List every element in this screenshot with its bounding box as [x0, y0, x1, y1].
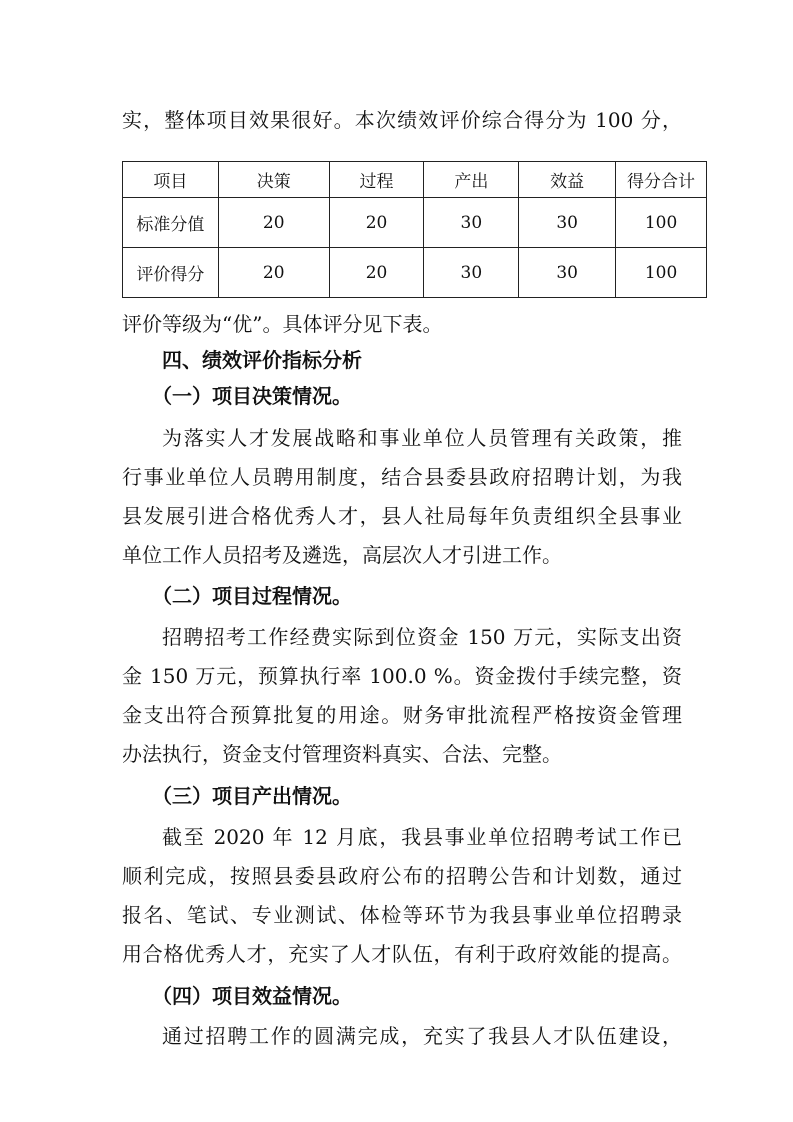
subsection-title: （三）项目产出情况。 [152, 784, 352, 808]
paragraph-line: 招聘招考工作经费实际到位资金 150 万元，实际支出资 [162, 625, 682, 649]
paragraph-line: 截至 2020 年 12 月底，我县事业单位招聘考试工作已 [162, 825, 682, 849]
header-cell: 项目 [123, 162, 219, 198]
table-cell: 30 [519, 198, 616, 248]
header-cell: 产出 [424, 162, 519, 198]
paragraph-line: 通过招聘工作的圆满完成，充实了我县人才队伍建设， [162, 1024, 682, 1048]
paragraph-line: 单位工作人员招考及遴选，高层次人才引进工作。 [122, 543, 562, 567]
header-cell: 得分合计 [616, 162, 707, 198]
subsection-title: （一）项目决策情况。 [152, 384, 352, 408]
paragraph-line: 金 150 万元，预算执行率 100.0 %。资金拨付手续完整，资 [122, 664, 682, 688]
table-row [123, 198, 707, 248]
table-header-row [123, 162, 707, 198]
table-cell: 20 [218, 198, 329, 248]
table-cell: 20 [329, 248, 424, 298]
paragraph-line: 办法执行，资金支付管理资料真实、合法、完整。 [122, 742, 562, 766]
paragraph-line: 县发展引进合格优秀人才，县人社局每年负责组织全县事业 [122, 504, 682, 528]
score-table [122, 161, 707, 298]
subsection-title: （四）项目效益情况。 [152, 984, 352, 1008]
grade-line: 评价等级为“优”。具体评分见下表。 [122, 312, 443, 336]
table-cell: 30 [424, 198, 519, 248]
table-cell: 20 [329, 198, 424, 248]
table-cell: 100 [616, 198, 707, 248]
table-cell: 评价得分 [123, 248, 219, 298]
table-cell: 20 [218, 248, 329, 298]
table-row [123, 248, 707, 298]
intro-line: 实，整体项目效果很好。本次绩效评价综合得分为 100 分， [122, 108, 682, 132]
subsection-title: （二）项目过程情况。 [152, 584, 352, 608]
paragraph-line: 行事业单位人员聘用制度，结合县委县政府招聘计划，为我 [122, 465, 682, 489]
header-cell: 效益 [519, 162, 616, 198]
header-cell: 决策 [218, 162, 329, 198]
paragraph-line: 报名、笔试、专业测试、体检等环节为我县事业单位招聘录 [122, 903, 682, 927]
section-title: 四、绩效评价指标分析 [162, 348, 362, 372]
table-cell: 30 [519, 248, 616, 298]
paragraph-line: 金支出符合预算批复的用途。财务审批流程严格按资金管理 [122, 703, 682, 727]
table-cell: 30 [424, 248, 519, 298]
header-cell: 过程 [329, 162, 424, 198]
paragraph-line: 用合格优秀人才，充实了人才队伍，有利于政府效能的提高。 [122, 942, 682, 966]
table-cell: 标准分值 [123, 198, 219, 248]
paragraph-line: 为落实人才发展战略和事业单位人员管理有关政策，推 [162, 426, 682, 450]
table-cell: 100 [616, 248, 707, 298]
paragraph-line: 顺利完成，按照县委县政府公布的招聘公告和计划数，通过 [122, 864, 682, 888]
